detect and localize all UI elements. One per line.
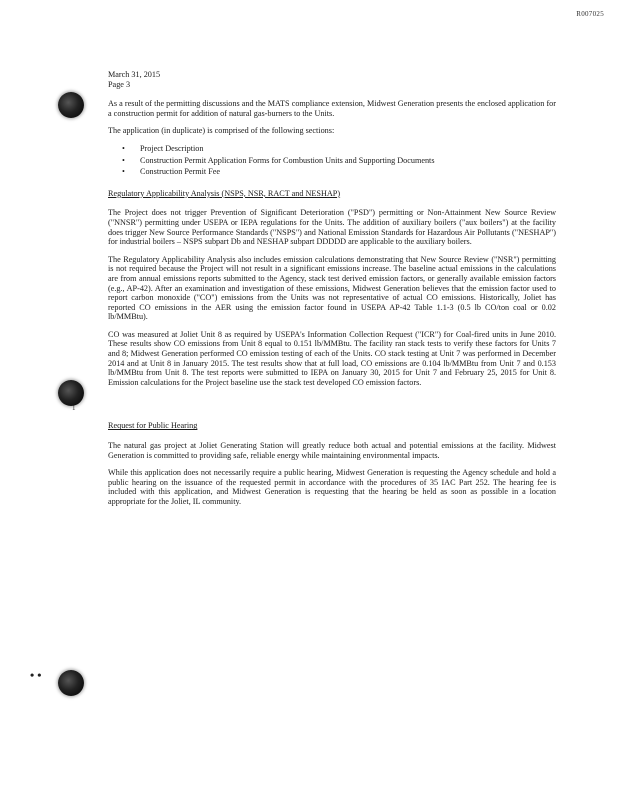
list-item: • Construction Permit Fee [108, 167, 556, 177]
hearing-heading: Request for Public Hearing [108, 421, 198, 431]
letter-date: March 31, 2015 [108, 70, 161, 79]
regulatory-paragraph-1: The Project does not trigger Prevention of Significant Deterioration ("PSD") permitting or Non-Attainment New Source Review ("NNSR") permitting under USEPA or IEPA regulations for the Units. The addition of auxiliary boilers ("aux boilers") at the facility does trigger New Source Performance Standards ("NSPS") and National Emission Standards for Hazardous Air Pollutants ("NESHAP") for industrial boilers – NSPS subpart Db and NESHAP subpart DDDDD are applicable to the auxiliary boilers. [108, 208, 556, 247]
list-item: • Project Description [108, 144, 556, 154]
regulatory-paragraph-2: The Regulatory Applicability Analysis also includes emission calculations demonstrating that New Source Review ("NSR") permitting is not required because the Project will not result in a significant emissions increase. The baseline actual emissions in the calculations are from annual emissions reports submitted to the Agency, stack test derived emission factors, or generally available emission factors (e.g., AP-42). After an examination and investigation of these emissions, Midwest Generation believes that the emission factor used to report carbon monoxide ("CO") emissions from the Units was not representative of actual CO emissions. Historically, Joliet has reported CO emissions in the AER using the emission factor found in USEPA AP-42 Table 1.1-3 (0.5 lb CO/ton coal or 0.02 lb/MMBtu). [108, 254, 556, 322]
sections-list [108, 144, 556, 177]
bates-number: R007025 [576, 10, 604, 18]
intro-paragraph: As a result of the permitting discussions and the MATS compliance extension, Midwest Generation presents the enclosed application for a construction permit for addition of natural gas-burners to the Units. [108, 99, 556, 118]
margin-tick: 1 [72, 404, 76, 412]
letter-body [108, 70, 556, 515]
punch-hole-bottom [58, 670, 84, 696]
page-number: Page 3 [108, 79, 131, 89]
regulatory-paragraph-3: CO was measured at Joliet Unit 8 as required by USEPA's Information Collection Request ("ICR") for Coal-fired units in June 2010. These results show CO emissions from Unit 8 equal to 0.151 lb/MMBtu. The facility ran stack tests to verify these factors for Units 7 and 8; Midwest Generation performed CO emission testing of each of the Units. CO stack testing at Unit 7 was performed in December 2014 and at Unit 8 in January 2015. The test results show that at full load, CO emissions are 0.104 lb/MMBtu from Unit 7 and 0.153 lb/MMBtu from Unit 8. The test reports were submitted to IEPA on January 30, 2015 for Unit 7 and February 25, 2015 for Unit 8. Emission calculations for the Project baseline use the stack test developed CO emission factors. [108, 329, 556, 387]
punch-hole-top [58, 92, 84, 118]
punch-hole-middle [58, 380, 84, 406]
regulatory-heading: Regulatory Applicability Analysis (NSPS, NSR, RACT and NESHAP) [108, 188, 341, 198]
hearing-paragraph-2: While this application does not necessarily require a public hearing, Midwest Generation is requesting the Agency schedule and hold a public hearing on the issuance of the requested permit in accordance with the procedures of 35 IAC Part 252. The hearing fee is included with this application, and Midwest Generation is requesting that the hearing be held as soon as possible in a location appropriate for the Joliet, IL community. [108, 468, 556, 506]
hearing-paragraph-1: The natural gas project at Joliet Generating Station will greatly reduce both actual and potential emissions at the facility. Midwest Generation is committed to providing safe, reliable energy while maintaining environmental impacts. [108, 441, 556, 460]
application-intro: The application (in duplicate) is comprised of the following sections: [108, 126, 335, 136]
list-item: • Construction Permit Application Forms for Combustion Units and Supporting Documents [108, 156, 556, 166]
margin-specks: • • [30, 668, 42, 682]
